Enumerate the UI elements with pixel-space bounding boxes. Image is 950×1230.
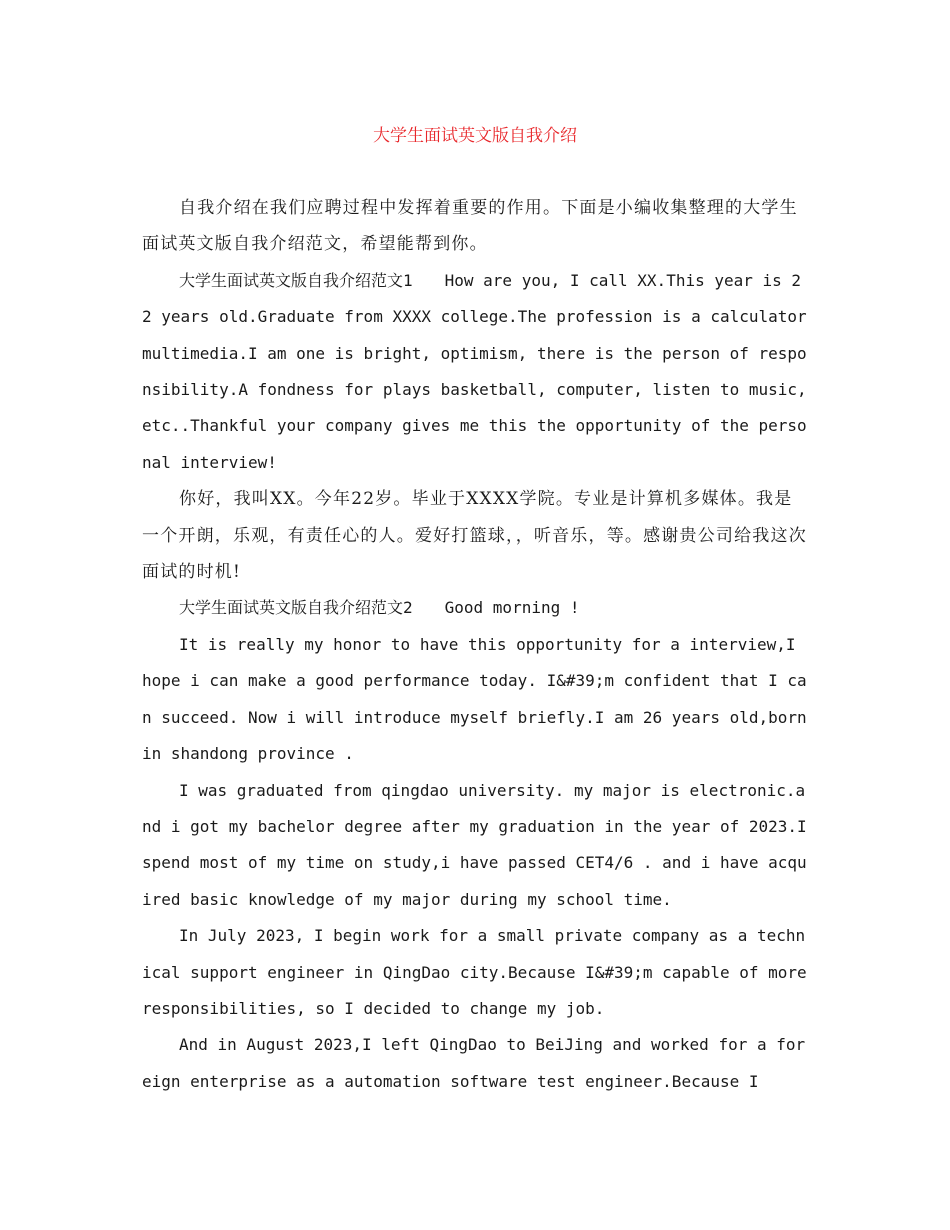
sample-2-heading-paragraph: 大学生面试英文版自我介绍范文2 Good morning ! <box>179 598 580 618</box>
sample-2-paragraph-3: In July 2023, I begin work for a small private company as a technical support engineer in QingDao city.Because I&#39;m capable of more responsibilities, so I decided to change my job. <box>142 926 807 1018</box>
document-title: 大学生面试英文版自我介绍 <box>373 126 577 146</box>
sample-1-english-paragraph: 大学生面试英文版自我介绍范文1 How are you, I call XX.This year is 22 years old.Graduate from XXXX college.The profession is a calculator multimedia.I am one is bright, optimism, there is the person of responsibility.A fondness for plays basketball, computer, listen to music, etc..Thankful your company gives me this the opportunity of the personal interview! <box>142 270 807 472</box>
intro-paragraph: 自我介绍在我们应聘过程中发挥着重要的作用。下面是小编收集整理的大学生面试英文版自我介绍范文，希望能帮到你。 <box>142 198 798 255</box>
sample-2-paragraph-2: I was graduated from qingdao university. my major is electronic.and i got my bachelor degree after my graduation in the year of 2023.I spend most of my time on study,i have passed CET4/6 . and i have acquired basic knowledge of my major during my school time. <box>142 780 807 909</box>
sample-2-paragraph-1: It is really my honor to have this opportunity for a interview,I hope i can make a good performance today. I&#39;m confident that I can succeed. Now i will introduce myself briefly.I am 26 years old,born in shandong province . <box>142 634 807 764</box>
document-body <box>142 190 807 1100</box>
sample-1-chinese-paragraph: 你好，我叫XX。今年22岁。毕业于XXXX学院。专业是计算机多媒体。我是一个开朗，乐观，有责任心的人。爱好打篮球，，听音乐，等。感谢贵公司给我这次面试的时机! <box>142 489 807 583</box>
sample-2-paragraph-4: And in August 2023,I left QingDao to BeiJing and worked for a foreign enterprise as a automation software test engineer.Because I <box>142 1035 806 1091</box>
